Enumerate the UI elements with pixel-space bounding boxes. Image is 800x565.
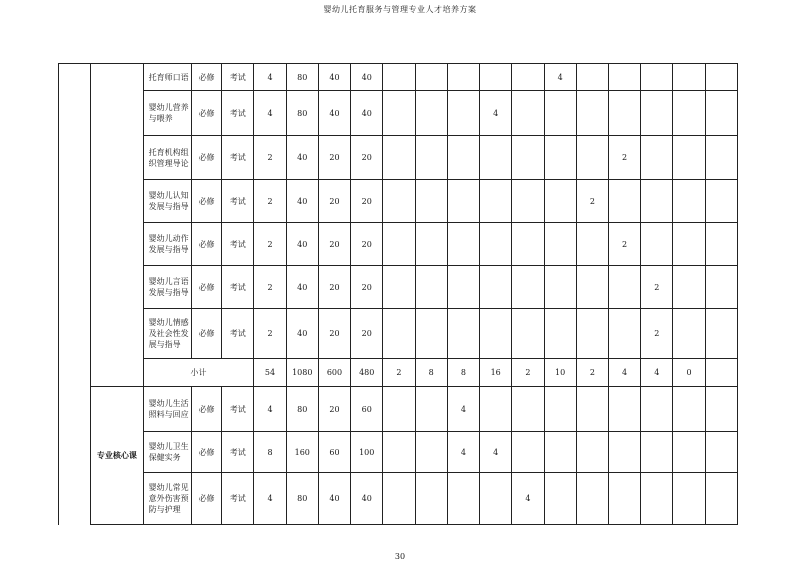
subtotal-semester-cell: 4 [641,359,673,387]
semester-hours-cell: 4 [544,64,576,91]
theory-hours-cell: 60 [318,432,350,473]
semester-hours-cell [544,266,576,309]
subtotal-semester-cell: 2 [576,359,608,387]
course-name-cell: 婴幼儿认知发展与指导 [143,180,191,223]
credit-cell: 2 [254,223,286,266]
remark-cell [705,473,737,525]
semester-hours-cell [608,387,640,432]
theory-hours-cell: 20 [318,266,350,309]
semester-hours-cell [480,387,512,432]
semester-hours-cell [608,309,640,359]
exam-type-cell: 考试 [222,473,254,525]
practice-hours-cell: 20 [351,223,383,266]
semester-hours-cell [608,432,640,473]
semester-hours-cell [641,387,673,432]
remark-cell [705,91,737,136]
table-body-core [59,387,738,525]
semester-hours-cell [383,309,415,359]
course-name-cell: 托育机构组织管理导论 [143,136,191,180]
semester-hours-cell [480,64,512,91]
table-row [59,309,738,359]
semester-hours-cell [480,309,512,359]
semester-hours-cell [447,91,479,136]
exam-type-cell: 考试 [222,266,254,309]
theory-hours-cell: 20 [318,309,350,359]
course-name-cell: 婴幼儿言语发展与指导 [143,266,191,309]
course-type-cell: 必修 [191,432,221,473]
semester-hours-cell [673,473,705,525]
total-hours-cell: 40 [286,309,318,359]
total-hours-cell: 40 [286,223,318,266]
credit-cell: 2 [254,266,286,309]
semester-hours-cell [415,387,447,432]
semester-hours-cell [512,91,544,136]
semester-hours-cell [608,64,640,91]
exam-type-cell: 考试 [222,64,254,91]
credit-cell: 4 [254,473,286,525]
core-category-label: 专业核心课 [91,387,143,525]
course-name-cell: 婴幼儿情感及社会性发展与指导 [143,309,191,359]
semester-hours-cell [512,180,544,223]
semester-hours-cell [383,223,415,266]
semester-hours-cell [576,432,608,473]
practice-hours-cell: 20 [351,309,383,359]
course-type-cell: 必修 [191,387,221,432]
semester-hours-cell [447,223,479,266]
semester-hours-cell: 2 [641,309,673,359]
semester-hours-cell [544,180,576,223]
total-hours-cell: 80 [286,387,318,432]
semester-hours-cell [415,180,447,223]
semester-hours-cell [544,309,576,359]
total-hours-cell: 80 [286,473,318,525]
semester-hours-cell [576,223,608,266]
exam-type-cell: 考试 [222,223,254,266]
table-row [59,223,738,266]
document-header: 婴幼儿托育服务与管理专业人才培养方案 [323,5,477,14]
semester-hours-cell [673,180,705,223]
semester-hours-cell [641,91,673,136]
semester-hours-cell [544,91,576,136]
semester-hours-cell [544,387,576,432]
exam-type-cell: 考试 [222,180,254,223]
outer-category-cell [59,64,91,387]
semester-hours-cell [512,136,544,180]
subtotal-practice-hours-cell: 480 [351,359,383,387]
theory-hours-cell: 20 [318,136,350,180]
semester-hours-cell [608,180,640,223]
semester-hours-cell [415,309,447,359]
semester-hours-cell [447,64,479,91]
table-row [59,432,738,473]
table-body-general [59,64,738,387]
subtotal-semester-cell: 8 [415,359,447,387]
semester-hours-cell [576,387,608,432]
theory-hours-cell: 40 [318,91,350,136]
remark-cell [705,266,737,309]
semester-hours-cell [544,473,576,525]
practice-hours-cell: 60 [351,387,383,432]
semester-hours-cell [415,91,447,136]
semester-hours-cell [383,180,415,223]
semester-hours-cell [641,432,673,473]
practice-hours-cell: 20 [351,136,383,180]
semester-hours-cell [447,136,479,180]
credit-cell: 2 [254,180,286,223]
module-category-cell [91,64,143,387]
semester-hours-cell [415,136,447,180]
semester-hours-cell [608,266,640,309]
semester-hours-cell: 4 [480,91,512,136]
course-name-cell: 婴幼儿营养与喂养 [143,91,191,136]
semester-hours-cell: 4 [447,387,479,432]
semester-hours-cell [673,387,705,432]
semester-hours-cell: 4 [512,473,544,525]
theory-hours-cell: 20 [318,223,350,266]
page-number: 30 [394,552,406,561]
semester-hours-cell [480,223,512,266]
semester-hours-cell [576,136,608,180]
semester-hours-cell: 2 [641,266,673,309]
practice-hours-cell: 40 [351,64,383,91]
total-hours-cell: 80 [286,91,318,136]
semester-hours-cell [383,266,415,309]
semester-hours-cell [673,64,705,91]
semester-hours-cell [415,266,447,309]
table-row [59,473,738,525]
practice-hours-cell: 100 [351,432,383,473]
course-name-cell: 婴幼儿卫生保健实务 [143,432,191,473]
exam-type-cell: 考试 [222,432,254,473]
semester-hours-cell [641,473,673,525]
practice-hours-cell: 20 [351,180,383,223]
remark-cell [705,64,737,91]
course-type-cell: 必修 [191,473,221,525]
total-hours-cell: 160 [286,432,318,473]
semester-hours-cell [383,432,415,473]
semester-hours-cell [447,180,479,223]
theory-hours-cell: 40 [318,64,350,91]
subtotal-semester-cell: 10 [544,359,576,387]
theory-hours-cell: 20 [318,387,350,432]
credit-cell: 2 [254,309,286,359]
semester-hours-cell [673,223,705,266]
subtotal-label: 小计 [143,359,254,387]
semester-hours-cell [480,180,512,223]
practice-hours-cell: 40 [351,91,383,136]
semester-hours-cell [673,136,705,180]
semester-hours-cell [383,64,415,91]
course-type-cell: 必修 [191,309,221,359]
semester-hours-cell: 2 [576,180,608,223]
semester-hours-cell [415,64,447,91]
credit-cell: 4 [254,64,286,91]
table-row [59,180,738,223]
semester-hours-cell [673,91,705,136]
course-type-cell: 必修 [191,223,221,266]
semester-hours-cell [512,309,544,359]
semester-hours-cell [608,473,640,525]
remark-cell [705,309,737,359]
semester-hours-cell [480,136,512,180]
semester-hours-cell [415,223,447,266]
semester-hours-cell [383,136,415,180]
subtotal-semester-cell: 8 [447,359,479,387]
semester-hours-cell [544,136,576,180]
semester-hours-cell [383,387,415,432]
exam-type-cell: 考试 [222,309,254,359]
course-type-cell: 必修 [191,91,221,136]
subtotal-total-hours-cell: 1080 [286,359,318,387]
semester-hours-cell [576,309,608,359]
theory-hours-cell: 40 [318,473,350,525]
credit-cell: 8 [254,432,286,473]
subtotal-semester-cell: 16 [480,359,512,387]
course-name-cell: 托育师口语 [143,64,191,91]
subtotal-semester-cell: 4 [608,359,640,387]
outer-category-cell [59,387,91,525]
semester-hours-cell [673,432,705,473]
semester-hours-cell [415,432,447,473]
semester-hours-cell [512,387,544,432]
subtotal-theory-hours-cell: 600 [318,359,350,387]
semester-hours-cell [673,309,705,359]
semester-hours-cell [447,266,479,309]
total-hours-cell: 40 [286,266,318,309]
table-row [59,91,738,136]
semester-hours-cell [576,266,608,309]
semester-hours-cell [608,91,640,136]
remark-cell [705,223,737,266]
total-hours-cell: 40 [286,136,318,180]
semester-hours-cell [544,223,576,266]
semester-hours-cell [512,223,544,266]
semester-hours-cell [512,64,544,91]
semester-hours-cell [480,473,512,525]
practice-hours-cell: 20 [351,266,383,309]
semester-hours-cell [512,432,544,473]
course-type-cell: 必修 [191,180,221,223]
semester-hours-cell [641,180,673,223]
course-name-cell: 婴幼儿生活照料与回应 [143,387,191,432]
subtotal-remark-cell [705,359,737,387]
practice-hours-cell: 40 [351,473,383,525]
semester-hours-cell [576,473,608,525]
semester-hours-cell: 2 [608,223,640,266]
semester-hours-cell [512,266,544,309]
course-type-cell: 必修 [191,64,221,91]
table-row [59,266,738,309]
semester-hours-cell [447,309,479,359]
total-hours-cell: 80 [286,64,318,91]
table-row [59,387,738,432]
semester-hours-cell [383,91,415,136]
table-row [59,136,738,180]
remark-cell [705,432,737,473]
semester-hours-cell [576,91,608,136]
exam-type-cell: 考试 [222,136,254,180]
course-name-cell: 婴幼儿常见意外伤害预防与护理 [143,473,191,525]
exam-type-cell: 考试 [222,91,254,136]
remark-cell [705,136,737,180]
semester-hours-cell: 4 [480,432,512,473]
course-type-cell: 必修 [191,136,221,180]
semester-hours-cell [544,432,576,473]
semester-hours-cell [480,266,512,309]
total-hours-cell: 40 [286,180,318,223]
theory-hours-cell: 20 [318,180,350,223]
semester-hours-cell: 4 [447,432,479,473]
semester-hours-cell [383,473,415,525]
subtotal-semester-cell: 0 [673,359,705,387]
semester-hours-cell [447,473,479,525]
credit-cell: 4 [254,91,286,136]
remark-cell [705,387,737,432]
semester-hours-cell [673,266,705,309]
subtotal-semester-cell: 2 [383,359,415,387]
exam-type-cell: 考试 [222,387,254,432]
credit-cell: 4 [254,387,286,432]
remark-cell [705,180,737,223]
subtotal-semester-cell: 2 [512,359,544,387]
course-type-cell: 必修 [191,266,221,309]
credit-cell: 2 [254,136,286,180]
semester-hours-cell [576,64,608,91]
semester-hours-cell [641,136,673,180]
course-name-cell: 婴幼儿动作发展与指导 [143,223,191,266]
subtotal-credit-cell: 54 [254,359,286,387]
semester-hours-cell [641,64,673,91]
semester-hours-cell [641,223,673,266]
subtotal-row [59,359,738,387]
table-row [59,64,738,91]
curriculum-table [58,63,738,525]
semester-hours-cell [415,473,447,525]
semester-hours-cell: 2 [608,136,640,180]
